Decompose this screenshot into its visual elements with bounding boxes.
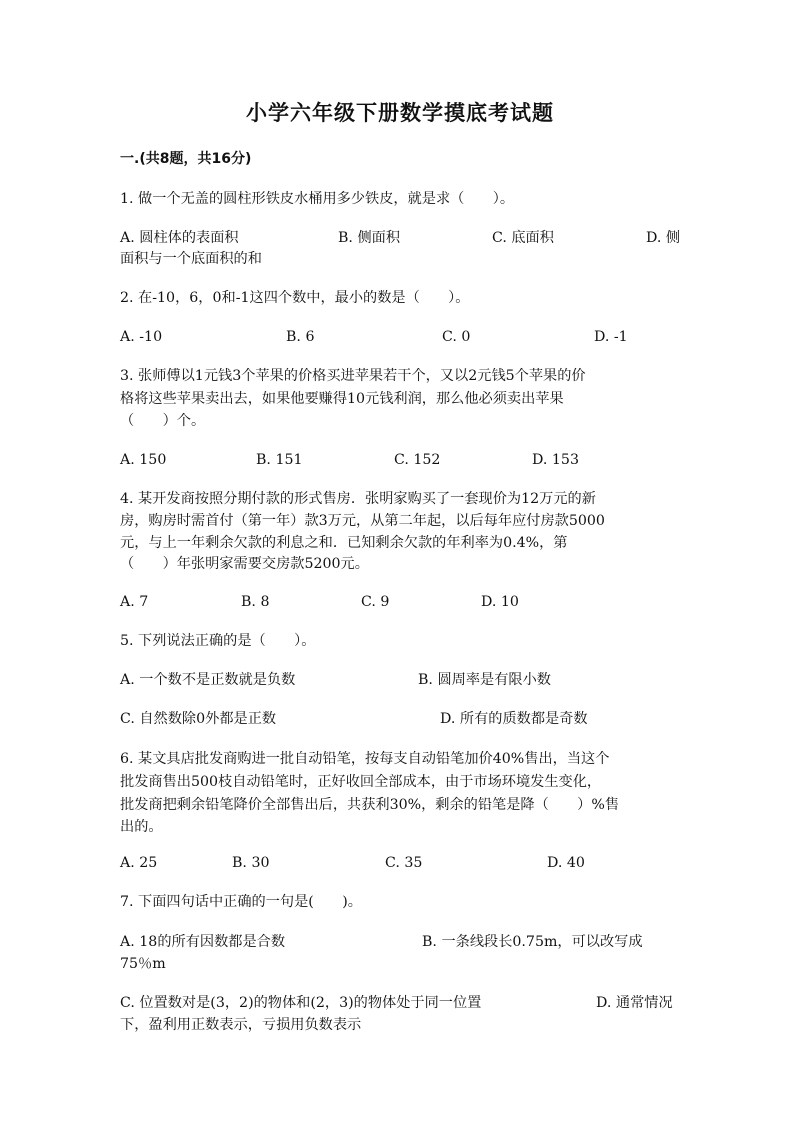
question-4-stem-line-1: 4. 某开发商按照分期付款的形式售房．张明家购买了一套现价为12万元的新: [120, 491, 596, 507]
question-6-stem-line-1: 6. 某文具店批发商购进一批自动铅笔，按每支自动铅笔加价40%售出，当这个: [120, 751, 610, 767]
question-3-stem-line-2: 格将这些苹果卖出去，如果他要赚得10元钱利润，那么他必须卖出苹果: [120, 391, 564, 407]
q5-option-d[interactable]: D. 所有的质数都是奇数: [440, 711, 588, 727]
q1-option-d-continuation: 面积与一个底面积的和: [120, 251, 262, 267]
q7-option-b[interactable]: B. 一条线段长0.75m，可以改写成: [422, 934, 643, 950]
q6-option-b[interactable]: B. 30: [232, 855, 270, 871]
q2-option-b[interactable]: B. 6: [286, 329, 315, 345]
question-6-stem-line-4: 出的。: [120, 819, 163, 835]
question-7-stem: 7. 下面四句话中正确的一句是( )。: [120, 894, 362, 910]
q4-option-b[interactable]: B. 8: [241, 594, 270, 610]
question-6-stem-line-2: 批发商售出500枝自动铅笔时，正好收回全部成本，由于市场环境发生变化，: [120, 774, 602, 790]
q2-option-c[interactable]: C. 0: [442, 329, 471, 345]
q4-option-d[interactable]: D. 10: [481, 594, 519, 610]
q6-option-a[interactable]: A. 25: [120, 855, 158, 871]
q3-option-b[interactable]: B. 151: [256, 452, 303, 468]
q1-option-c[interactable]: C. 底面积: [492, 230, 554, 246]
section-heading: 一.(共8题，共16分): [120, 151, 252, 167]
q4-option-c[interactable]: C. 9: [361, 594, 390, 610]
q5-option-c[interactable]: C. 自然数除0外都是正数: [120, 711, 277, 727]
page-title: 小学六年级下册数学摸底考试题: [246, 101, 554, 125]
question-4-stem-line-3: 元，与上一年剩余欠款的利息之和．已知剩余欠款的年利率为0.4%，第: [120, 535, 568, 551]
q1-option-b[interactable]: B. 侧面积: [338, 230, 401, 246]
question-3-stem-line-1: 3. 张师傅以1元钱3个苹果的价格买进苹果若干个，又以2元钱5个苹果的价: [120, 368, 586, 384]
question-6-stem-line-3: 批发商把剩余铅笔降价全部售出后，共获利30%，剩余的铅笔是降（ ）%售: [120, 797, 620, 813]
q2-option-d[interactable]: D. -1: [594, 329, 628, 345]
q2-option-a[interactable]: A. -10: [120, 329, 163, 345]
question-3-stem-line-3: （ ）个。: [120, 413, 206, 429]
question-2-stem: 2. 在-10，6，0和-1这四个数中，最小的数是（ ）。: [120, 290, 470, 306]
q5-option-b[interactable]: B. 圆周率是有限小数: [418, 672, 551, 688]
q3-option-c[interactable]: C. 152: [394, 452, 441, 468]
q6-option-c[interactable]: C. 35: [385, 855, 423, 871]
q6-option-d[interactable]: D. 40: [547, 855, 585, 871]
q7-option-d-continuation: 下，盈利用正数表示，亏损用负数表示: [120, 1017, 362, 1033]
q4-option-a[interactable]: A. 7: [120, 594, 149, 610]
q3-option-d[interactable]: D. 153: [532, 452, 579, 468]
q7-option-c[interactable]: C. 位置数对是(3，2)的物体和(2，3)的物体处于同一位置: [120, 995, 482, 1011]
q1-option-a[interactable]: A. 圆柱体的表面积: [120, 230, 239, 246]
q5-option-a[interactable]: A. 一个数不是正数就是负数: [120, 672, 296, 688]
q7-option-b-continuation: 75％m: [120, 956, 166, 972]
question-4-stem-line-4: （ ）年张明家需要交房款5200元。: [120, 556, 369, 572]
question-4-stem-line-2: 房，购房时需首付（第一年）款3万元，从第二年起，以后每年应付房款5000: [120, 513, 605, 529]
question-5-stem: 5. 下列说法正确的是（ ）。: [120, 633, 316, 649]
question-1-stem: 1. 做一个无盖的圆柱形铁皮水桶用多少铁皮，就是求（ ）。: [120, 191, 515, 207]
q7-option-d[interactable]: D. 通常情况: [596, 995, 673, 1011]
q1-option-d[interactable]: D. 侧: [646, 230, 681, 246]
q3-option-a[interactable]: A. 150: [120, 452, 167, 468]
q7-option-a[interactable]: A. 18的所有因数都是合数: [120, 934, 286, 950]
